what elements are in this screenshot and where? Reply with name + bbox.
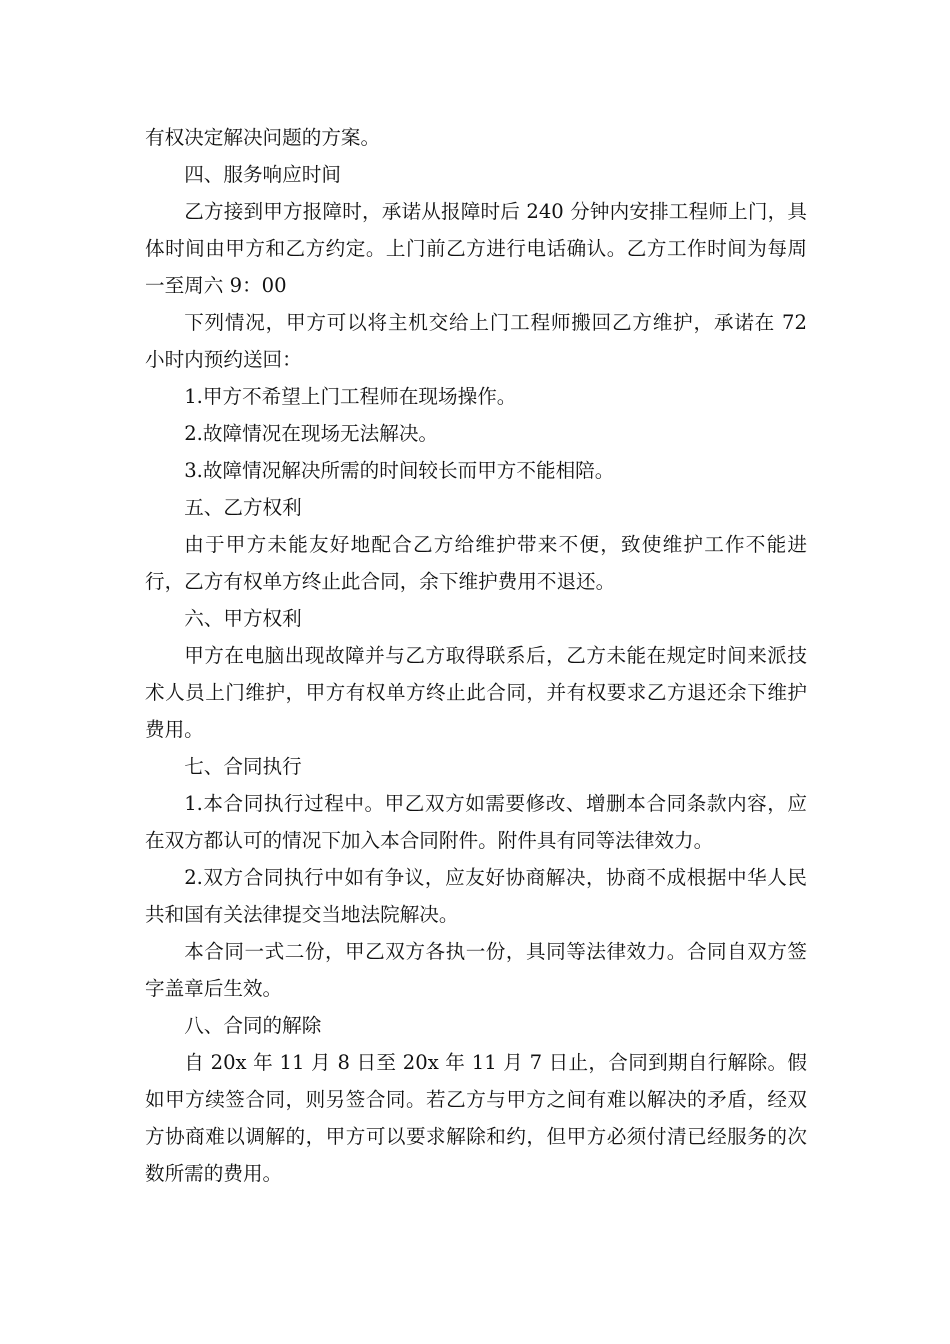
paragraph-copies: 本合同一式二份，甲乙双方各执一份，具同等法律效力。合同自双方签字盖章后生效。 [145,940,807,1000]
paragraph-return-service: 下列情况，甲方可以将主机交给上门工程师搬回乙方维护，承诺在 72 小时内预约送回： [145,311,807,371]
paragraph-continuation: 有权决定解决问题的方案。 [145,126,381,149]
document-page [145,119,807,1192]
section-heading-contract-execution: 七、合同执行 [184,755,302,778]
paragraph-termination: 自 20x 年 11 月 8 日至 20x 年 11 月 7 日止，合同到期自行解除。假如甲方续签合同，则另签合同。若乙方与甲方之间有难以解决的矛盾，经双方协商难以调解的，甲方可以要求解除和约，但甲方必须付清已经服务的次数所需的费用。 [145,1051,807,1185]
paragraph-execution-1: 1.本合同执行过程中。甲乙双方如需要修改、增删本合同条款内容，应在双方都认可的情况下加入本合同附件。附件具有同等法律效力。 [145,792,807,852]
paragraph-party-a-rights: 甲方在电脑出现故障并与乙方取得联系后，乙方未能在规定时间来派技术人员上门维护，甲方有权单方终止此合同，并有权要求乙方退还余下维护费用。 [145,644,807,741]
section-heading-termination: 八、合同的解除 [184,1014,322,1037]
list-item-2: 2.故障情况在现场无法解决。 [184,422,439,445]
list-item-1: 1.甲方不希望上门工程师在现场操作。 [184,385,517,408]
paragraph-response-commitment: 乙方接到甲方报障时，承诺从报障时后 240 分钟内安排工程师上门，具体时间由甲方和乙方约定。上门前乙方进行电话确认。乙方工作时间为每周一至周六 9：00 [145,200,807,297]
list-item-3: 3.故障情况解决所需的时间较长而甲方不能相陪。 [184,459,615,482]
paragraph-execution-2: 2.双方合同执行中如有争议，应友好协商解决，协商不成根据中华人民共和国有关法律提交当地法院解决。 [145,866,807,926]
section-heading-response-time: 四、服务响应时间 [184,163,341,186]
paragraph-party-b-rights: 由于甲方未能友好地配合乙方给维护带来不便，致使维护工作不能进行，乙方有权单方终止此合同，余下维护费用不退还。 [145,533,807,593]
section-heading-party-a-rights: 六、甲方权利 [184,607,302,630]
section-heading-party-b-rights: 五、乙方权利 [184,496,302,519]
